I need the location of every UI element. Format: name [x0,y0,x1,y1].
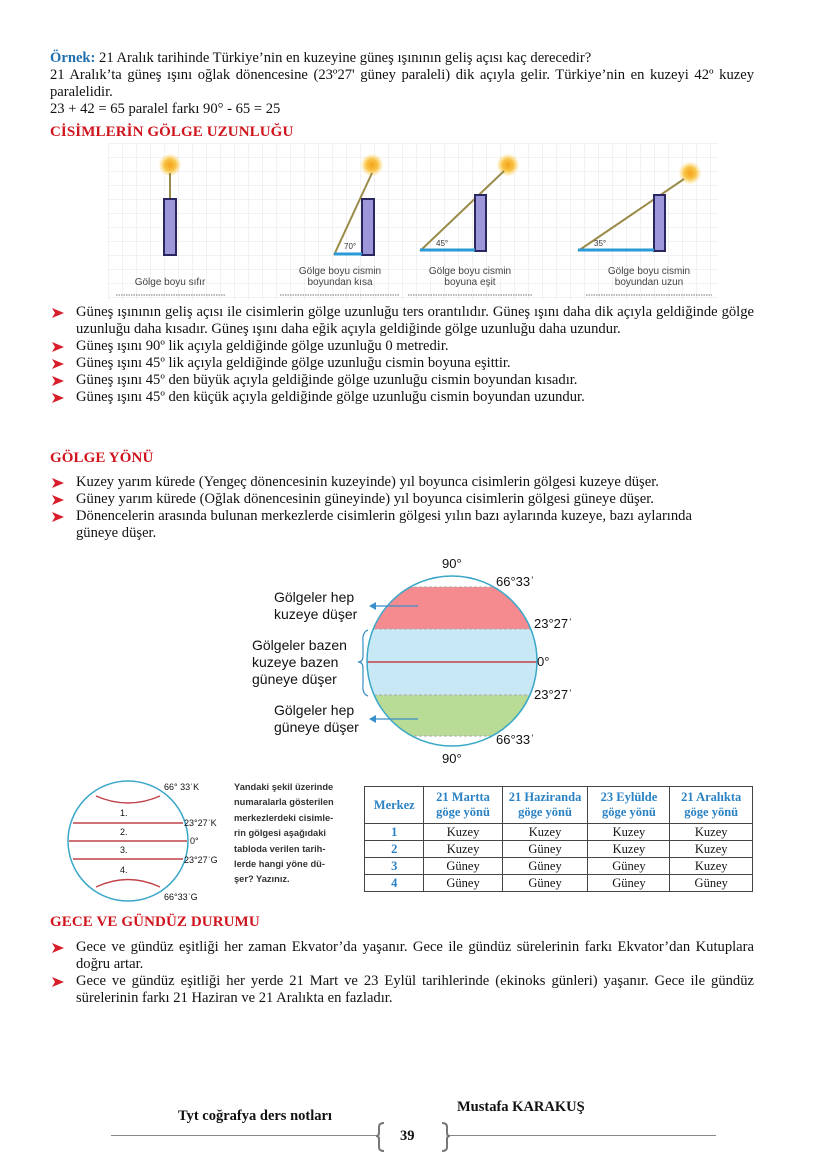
arrow-bullet-icon [52,478,64,488]
list-item: Güneş ışını 45º lik açıyla geldiğinde gölge uzunluğu cismin boyuna eşittir. [52,355,754,372]
arrow-bullet-icon [52,943,64,953]
small-globe-s-tropic: 23°27ˈG [184,855,218,865]
example-question: Örnek: 21 Aralık tarihinde Türkiye’nin en kuzeyine güneş ışınının geliş açısı kaç derecedir? [50,50,592,66]
table-header: 23 Eylülde göge yönü [588,787,670,824]
globe-label-south-zone: Gölgeler hep güneye düşer [274,702,359,735]
arrow-bullet-icon [52,393,64,403]
globe-label-mid-zone: Gölgeler bazen kuzeye bazen güneye düşer [252,637,347,687]
arrow-bullet-icon [52,359,64,369]
caption-panel-1: Gölge boyu sıfır [134,277,206,288]
day-night-bullets [52,939,754,1007]
globe-label-s-tropic: 23°27ˈ [534,687,573,702]
heading-shadow-direction: GÖLGE YÖNÜ [50,450,154,466]
example-answer: 21 Aralık’ta güneş ışını oğlak dönencesine (23º27' güney paraleli) dik açıyla gelir. Türkiye’nin en kuzeyi 42º kuzey paralelidir. [50,67,754,100]
zone-label-3: 3. [120,845,128,855]
arrow-bullet-icon [52,512,64,522]
table-row: 1 Kuzey Kuzey Kuzey Kuzey [365,824,753,841]
svg-text:70°: 70° [344,242,357,251]
table-row: 4 Güney Güney Güney Güney [365,875,753,892]
list-item: Kuzey yarım kürede (Yengeç dönencesinin kuzeyinde) yıl boyunca cisimlerin gölgesi kuzeye düşer. [52,474,754,491]
arrow-bullet-icon [52,977,64,987]
table-row: 2 Kuzey Güney Kuzey Kuzey [365,841,753,858]
small-globe-equator: 0° [190,836,199,846]
shadow-length-bullets [52,304,754,406]
globe-label-n-polar: 66°33ˈ [496,574,535,589]
list-item: Güneş ışını 45º den büyük açıyla geldiğinde gölge uzunluğu cismin boyundan kısadır. [52,372,754,389]
small-globe-n-polar: 66° 33ˈK [164,782,200,792]
globe-shadow-diagram [244,554,584,770]
list-item: Gece ve gündüz eşitliği her yerde 21 Mart ve 23 Eylül tarihlerinde (ekinoks günleri) yaşanır. Gece ile gündüz sürelerinin farkı 21 Haziran ve 21 Aralıkta en fazladır. [52,973,754,1007]
footer-author: Mustafa KARAKUŞ [457,1099,585,1115]
exercise-small-globe [58,778,233,904]
arrow-bullet-icon [52,308,64,318]
globe-label-s-polar: 66°33ˈ [496,732,535,747]
caption-panel-2: Gölge boyu cismin boyundan kısa [298,266,382,288]
example-block [50,50,754,118]
footer [0,1095,828,1155]
arrow-bullet-icon [52,342,64,352]
caption-panel-4: Gölge boyu cismin boyundan uzun [607,266,691,288]
small-globe-illustration [58,778,233,904]
table-row: 3 Güney Güney Güney Kuzey [365,858,753,875]
arrow-bullet-icon [52,376,64,386]
list-item: Gece ve gündüz eşitliği her zaman Ekvator’da yaşanır. Gece ile gündüz sürelerinin farkı Ekvator’dan Kutuplara doğru artar. [52,939,754,973]
table-header-row [365,787,753,824]
table-header: 21 Aralıkta göge yönü [670,787,753,824]
globe-label-bottom: 90° [442,751,462,766]
zone-label-2: 2. [120,827,128,837]
small-globe-n-tropic: 23°27ˈK [184,818,217,828]
globe-label-n-tropic: 23°27ˈ [534,616,573,631]
small-globe-s-polar: 66°33ˈG [164,892,198,902]
shadow-direction-table [364,786,753,892]
shadow-direction-bullets [52,474,754,542]
zone-label-1: 1. [120,808,128,818]
globe-label-top: 90° [442,556,462,571]
list-item: Güney yarım kürede (Oğlak dönencesinin güneyinde) yıl boyunca cisimlerin gölgesi güneye düşer. [52,491,754,508]
heading-day-night: GECE VE GÜNDÜZ DURUMU [50,914,260,930]
list-item: Dönencelerin arasında bulunan merkezlerde cisimlerin gölgesi yılın bazı aylarında kuzeye, bazı aylarında güneye düşer. [52,508,726,542]
exercise-prompt: Yandaki şekil üzerinde numaralarla gösterilen merkezlerdeki cisimle- rin gölgesi aşağıdaki tabloda verilen tarih- lerde hangi yöne dü- şer? Yazınız. [234,782,334,885]
list-item: Güneş ışını 90º lik açıyla geldiğinde gölge uzunluğu 0 metredir. [52,338,754,355]
table-header: 21 Martta göge yönü [424,787,502,824]
globe-label-north-zone: Gölgeler hep kuzeye düşer [274,589,358,622]
list-item: Güneş ışınının geliş açısı ile cisimlerin gölge uzunluğu ters orantılıdır. Güneş ışını daha dik açıyla geldiğinde gölge uzunluğu daha kısadır. Güneş ışını daha eğik açıyla geldiğinde gölge uzunluğu daha uzundur. [52,304,754,338]
footer-rule-right [448,1135,716,1136]
globe-label-equator: 0° [537,654,550,669]
list-item: Güneş ışını 45º den küçük açıyla geldiğinde gölge uzunluğu cismin boyundan uzundur. [52,389,754,406]
example-label: Örnek: [50,50,96,66]
example-calc: 23 + 42 = 65 paralel farkı 90° - 65 = 25 [50,101,281,117]
footer-rule-left [111,1135,379,1136]
page-bracket-right-icon [440,1121,452,1153]
page-number: 39 [400,1128,415,1144]
page-bracket-left-icon [374,1121,386,1153]
arrow-bullet-icon [52,495,64,505]
caption-panel-3: Gölge boyu cismin boyuna eşit [428,266,512,288]
svg-text:45°: 45° [436,239,449,248]
footer-left-title: Tyt coğrafya ders notları [178,1108,332,1124]
table-header-merkez: Merkez [365,787,424,824]
svg-text:35°: 35° [594,239,607,248]
heading-shadow-length: CİSİMLERİN GÖLGE UZUNLUĞU [50,124,294,140]
table-header: 21 Haziranda göge yönü [502,787,588,824]
zone-label-4: 4. [120,865,128,875]
shadow-direction-table-wrap [364,786,753,892]
shadow-length-figure [108,143,718,300]
